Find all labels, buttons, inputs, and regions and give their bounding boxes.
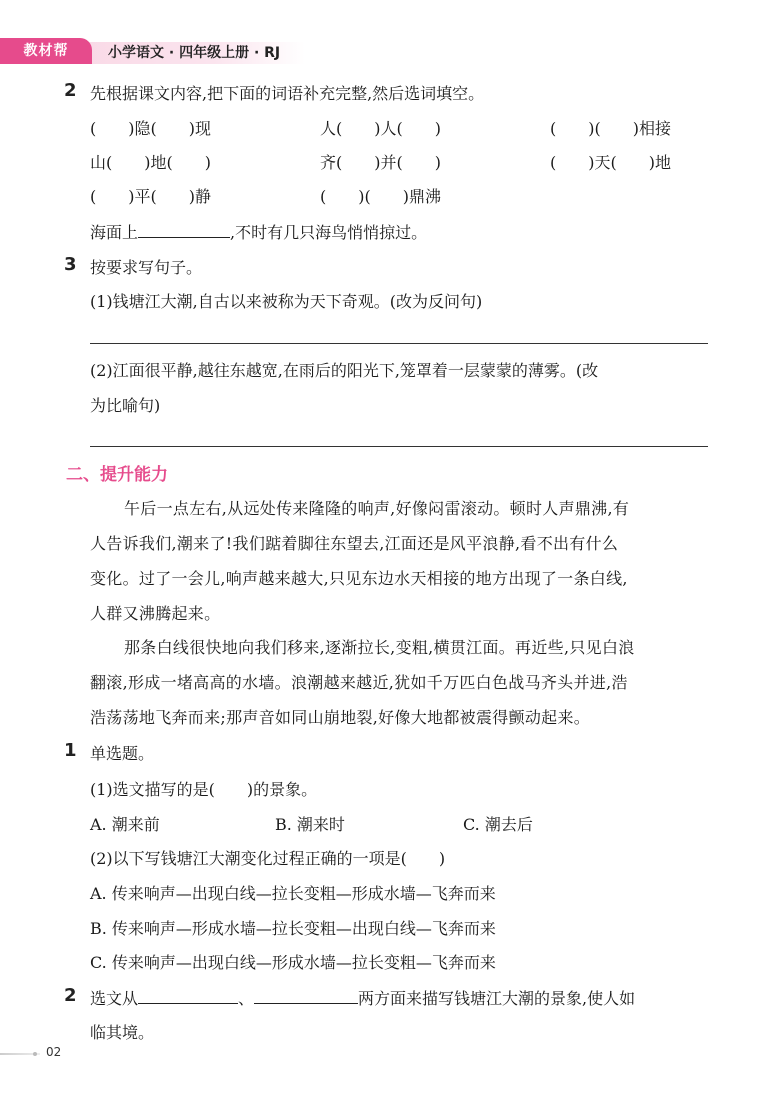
choice-option-a[interactable]: A. 传来响声—出现白线—拉长变粗—形成水墙—飞奔而来 bbox=[90, 884, 496, 903]
paragraph-line: 翻滚,形成一堵高高的水墙。浪潮越来越近,犹如千万匹白色战马齐头并进,浩 bbox=[90, 673, 628, 692]
question-prompt: 先根据课文内容,把下面的词语补充完整,然后选词填空。 bbox=[90, 84, 485, 103]
reading-paragraph bbox=[90, 630, 712, 735]
answer-blank[interactable] bbox=[138, 988, 238, 1004]
question-number: 1 bbox=[64, 740, 77, 761]
choice-option-c[interactable]: C. 潮去后 bbox=[463, 815, 533, 834]
page-number: 02 bbox=[46, 1045, 62, 1059]
choice-option-b[interactable]: B. 传来响声—形成水墙—拉长变粗—出现白线—飞奔而来 bbox=[90, 919, 496, 938]
word-blank-item: 齐( )并( ) bbox=[320, 153, 441, 172]
question-number: 2 bbox=[64, 80, 77, 101]
word-blank-item: 山( )地( ) bbox=[90, 153, 211, 172]
word-blank-item: ( )( )相接 bbox=[550, 119, 671, 138]
fill-separator: 、 bbox=[238, 989, 255, 1008]
choice-option-b[interactable]: B. 潮来时 bbox=[275, 815, 345, 834]
paragraph-line: 午后一点左右,从远处传来隆隆的响声,好像闷雷滚动。顿时人声鼎沸,有 bbox=[124, 499, 630, 518]
fill-suffix: 两方面来描写钱塘江大潮的景象,使人如 bbox=[358, 989, 636, 1008]
sub-question: (1)钱塘江大潮,自古以来被称为天下奇观。(改为反问句) bbox=[90, 292, 483, 311]
fill-prefix: 选文从 bbox=[90, 989, 139, 1008]
paragraph-line: 人群又沸腾起来。 bbox=[90, 604, 221, 623]
fill-sentence-continued: 临其境。 bbox=[90, 1023, 155, 1042]
word-blank-item: ( )天( )地 bbox=[550, 153, 671, 172]
sub-question: (2)以下写钱塘江大潮变化过程正确的一项是( ) bbox=[90, 849, 446, 868]
sub-question-continued: 为比喻句) bbox=[90, 396, 161, 415]
header-subtitle: 小学语文 · 四年级上册 · RJ bbox=[108, 45, 281, 61]
sub-question: (1)选文描写的是( )的景象。 bbox=[90, 780, 318, 799]
word-blank-item: 人( )人( ) bbox=[320, 119, 441, 138]
paragraph-line: 浩荡荡地飞奔而来;那声音如同山崩地裂,好像大地都被震得颤动起来。 bbox=[90, 708, 591, 727]
fill-sentence bbox=[90, 220, 427, 243]
section-title: 二、提升能力 bbox=[66, 465, 168, 485]
paragraph-line: 变化。过了一会儿,响声越来越大,只见东边水天相接的地方出现了一条白线, bbox=[90, 569, 628, 588]
question-prompt: 单选题。 bbox=[90, 744, 155, 763]
reading-paragraph bbox=[90, 491, 712, 631]
paragraph-line: 人告诉我们,潮来了!我们踮着脚往东望去,江面还是风平浪静,看不出有什么 bbox=[90, 534, 619, 553]
fill-sentence bbox=[90, 986, 635, 1009]
sub-question: (2)江面很平静,越往东越宽,在雨后的阳光下,笼罩着一层蒙蒙的薄雾。(改 bbox=[90, 361, 599, 380]
choice-option-a[interactable]: A. 潮来前 bbox=[90, 815, 160, 834]
paragraph-line: 那条白线很快地向我们移来,逐渐拉长,变粗,横贯江面。再近些,只见白浪 bbox=[124, 638, 635, 657]
word-blank-item: ( )平( )静 bbox=[90, 187, 211, 206]
word-blank-item: ( )( )鼎沸 bbox=[320, 187, 441, 206]
question-number: 3 bbox=[64, 254, 77, 275]
question-prompt: 按要求写句子。 bbox=[90, 258, 203, 277]
fill-prefix: 海面上 bbox=[90, 223, 139, 242]
word-blank-item: ( )隐( )现 bbox=[90, 119, 211, 138]
answer-blank[interactable] bbox=[254, 988, 358, 1004]
answer-blank[interactable] bbox=[138, 222, 230, 238]
answer-line[interactable] bbox=[90, 446, 708, 447]
choice-option-c[interactable]: C. 传来响声—出现白线—形成水墙—拉长变粗—飞奔而来 bbox=[90, 953, 496, 972]
brand-tab: 教材帮 bbox=[0, 38, 92, 64]
fill-suffix: ,不时有几只海鸟悄悄掠过。 bbox=[230, 223, 428, 242]
answer-line[interactable] bbox=[90, 343, 708, 344]
footer-dot bbox=[33, 1052, 37, 1056]
question-number: 2 bbox=[64, 985, 77, 1006]
